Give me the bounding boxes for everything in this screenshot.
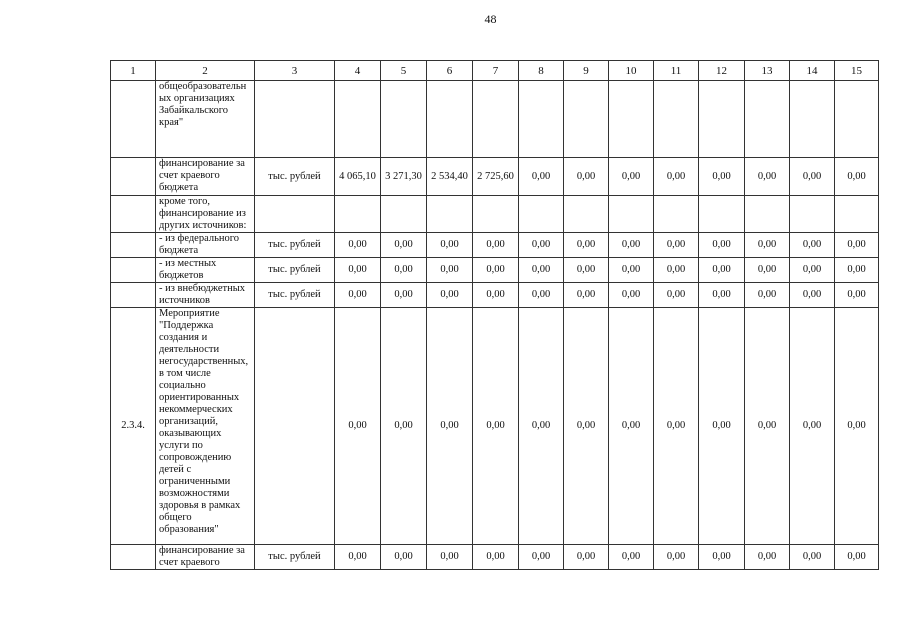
value-cell: 0,00 (473, 308, 519, 545)
row-unit: тыс. рублей (255, 545, 335, 570)
value-cell: 0,00 (609, 158, 654, 196)
value-cell: 2 725,60 (473, 158, 519, 196)
value-cell (564, 196, 609, 233)
table-row (111, 545, 879, 570)
header-row (111, 61, 879, 81)
value-cell: 0,00 (790, 233, 835, 258)
column-header: 4 (335, 61, 381, 81)
value-cell (745, 81, 790, 158)
value-cell: 0,00 (381, 283, 427, 308)
value-cell (745, 196, 790, 233)
value-cell: 2 534,40 (427, 158, 473, 196)
value-cell: 0,00 (654, 545, 699, 570)
value-cell: 0,00 (835, 308, 879, 545)
row-unit (255, 81, 335, 158)
row-description: - из федерального бюджета (156, 233, 255, 258)
value-cell: 0,00 (609, 258, 654, 283)
row-code (111, 233, 156, 258)
value-cell: 0,00 (335, 258, 381, 283)
value-cell: 0,00 (427, 545, 473, 570)
row-unit (255, 196, 335, 233)
value-cell: 0,00 (835, 545, 879, 570)
value-cell (699, 196, 745, 233)
value-cell: 0,00 (609, 233, 654, 258)
table-row (111, 233, 879, 258)
value-cell: 0,00 (835, 233, 879, 258)
row-unit (255, 308, 335, 545)
value-cell: 0,00 (427, 283, 473, 308)
row-unit: тыс. рублей (255, 283, 335, 308)
value-cell: 0,00 (790, 545, 835, 570)
row-code: 2.3.4. (111, 308, 156, 545)
value-cell: 0,00 (699, 158, 745, 196)
value-cell (381, 196, 427, 233)
row-description: финансирование за счет краевого (156, 545, 255, 570)
value-cell: 0,00 (564, 258, 609, 283)
value-cell: 0,00 (699, 308, 745, 545)
value-cell: 0,00 (699, 283, 745, 308)
column-header: 9 (564, 61, 609, 81)
value-cell (473, 196, 519, 233)
page-number: 48 (484, 12, 497, 26)
value-cell (609, 81, 654, 158)
column-header: 10 (609, 61, 654, 81)
value-cell: 0,00 (381, 233, 427, 258)
value-cell: 0,00 (835, 283, 879, 308)
value-cell: 0,00 (654, 258, 699, 283)
value-cell: 0,00 (473, 545, 519, 570)
value-cell: 0,00 (745, 258, 790, 283)
value-cell: 0,00 (335, 233, 381, 258)
row-description: общеобразовательн ых организациях Забайкальского края" (156, 81, 255, 158)
value-cell (654, 81, 699, 158)
value-cell: 0,00 (745, 308, 790, 545)
value-cell: 0,00 (745, 233, 790, 258)
row-unit: тыс. рублей (255, 233, 335, 258)
column-header: 12 (699, 61, 745, 81)
table-row (111, 81, 879, 158)
value-cell (790, 81, 835, 158)
value-cell: 0,00 (745, 158, 790, 196)
value-cell: 0,00 (427, 258, 473, 283)
value-cell (427, 196, 473, 233)
column-header: 2 (156, 61, 255, 81)
value-cell (335, 196, 381, 233)
value-cell: 0,00 (835, 258, 879, 283)
value-cell: 0,00 (519, 258, 564, 283)
row-unit: тыс. рублей (255, 258, 335, 283)
value-cell: 0,00 (381, 258, 427, 283)
value-cell: 0,00 (564, 158, 609, 196)
row-code (111, 81, 156, 158)
value-cell (564, 81, 609, 158)
value-cell (699, 81, 745, 158)
row-description: - из внебюджетных источников (156, 283, 255, 308)
table-row (111, 308, 879, 545)
value-cell: 0,00 (564, 283, 609, 308)
value-cell: 0,00 (335, 308, 381, 545)
row-description: Мероприятие "Поддержка создания и деятельности негосударственных, в том числе социально ориентированных некоммерческих организаций, оказывающих услуги по сопровождению детей с ограниченными возможностями здоровья в рамках общего образования" (156, 308, 255, 545)
value-cell: 0,00 (609, 308, 654, 545)
value-cell: 0,00 (335, 283, 381, 308)
row-unit: тыс. рублей (255, 158, 335, 196)
value-cell: 4 065,10 (335, 158, 381, 196)
table-row (111, 196, 879, 233)
value-cell (519, 81, 564, 158)
value-cell (790, 196, 835, 233)
column-header: 5 (381, 61, 427, 81)
value-cell: 0,00 (699, 545, 745, 570)
column-header: 8 (519, 61, 564, 81)
value-cell: 0,00 (835, 158, 879, 196)
value-cell (835, 81, 879, 158)
value-cell: 0,00 (473, 258, 519, 283)
column-header: 3 (255, 61, 335, 81)
column-header: 6 (427, 61, 473, 81)
value-cell: 0,00 (335, 545, 381, 570)
value-cell: 0,00 (381, 308, 427, 545)
value-cell: 0,00 (790, 308, 835, 545)
value-cell: 0,00 (427, 233, 473, 258)
value-cell (609, 196, 654, 233)
value-cell (654, 196, 699, 233)
table-row (111, 258, 879, 283)
value-cell: 0,00 (609, 283, 654, 308)
table-row (111, 158, 879, 196)
value-cell (381, 81, 427, 158)
value-cell: 0,00 (609, 545, 654, 570)
value-cell: 0,00 (519, 283, 564, 308)
row-code (111, 545, 156, 570)
row-description: финансирование за счет краевого бюджета (156, 158, 255, 196)
column-header: 14 (790, 61, 835, 81)
value-cell: 0,00 (654, 308, 699, 545)
value-cell: 0,00 (745, 283, 790, 308)
value-cell (835, 196, 879, 233)
column-header: 1 (111, 61, 156, 81)
column-header: 13 (745, 61, 790, 81)
column-header: 15 (835, 61, 879, 81)
column-header: 7 (473, 61, 519, 81)
row-code (111, 196, 156, 233)
value-cell: 0,00 (699, 258, 745, 283)
value-cell: 0,00 (654, 283, 699, 308)
value-cell: 0,00 (473, 233, 519, 258)
value-cell: 0,00 (654, 233, 699, 258)
value-cell: 0,00 (519, 158, 564, 196)
value-cell (335, 81, 381, 158)
value-cell: 0,00 (745, 545, 790, 570)
row-description: кроме того, финансирование из других источников: (156, 196, 255, 233)
value-cell: 0,00 (564, 308, 609, 545)
value-cell: 0,00 (381, 545, 427, 570)
value-cell: 0,00 (519, 233, 564, 258)
value-cell: 0,00 (519, 545, 564, 570)
value-cell: 0,00 (473, 283, 519, 308)
value-cell (473, 81, 519, 158)
row-code (111, 158, 156, 196)
value-cell: 0,00 (564, 233, 609, 258)
value-cell (519, 196, 564, 233)
budget-table (110, 60, 879, 570)
value-cell: 0,00 (699, 233, 745, 258)
value-cell: 0,00 (427, 308, 473, 545)
value-cell: 0,00 (790, 283, 835, 308)
table-body (111, 61, 879, 570)
value-cell: 3 271,30 (381, 158, 427, 196)
value-cell: 0,00 (790, 258, 835, 283)
value-cell: 0,00 (519, 308, 564, 545)
value-cell (427, 81, 473, 158)
table-row (111, 283, 879, 308)
column-header: 11 (654, 61, 699, 81)
value-cell: 0,00 (790, 158, 835, 196)
row-code (111, 258, 156, 283)
value-cell: 0,00 (564, 545, 609, 570)
row-description: - из местных бюджетов (156, 258, 255, 283)
row-code (111, 283, 156, 308)
value-cell: 0,00 (654, 158, 699, 196)
